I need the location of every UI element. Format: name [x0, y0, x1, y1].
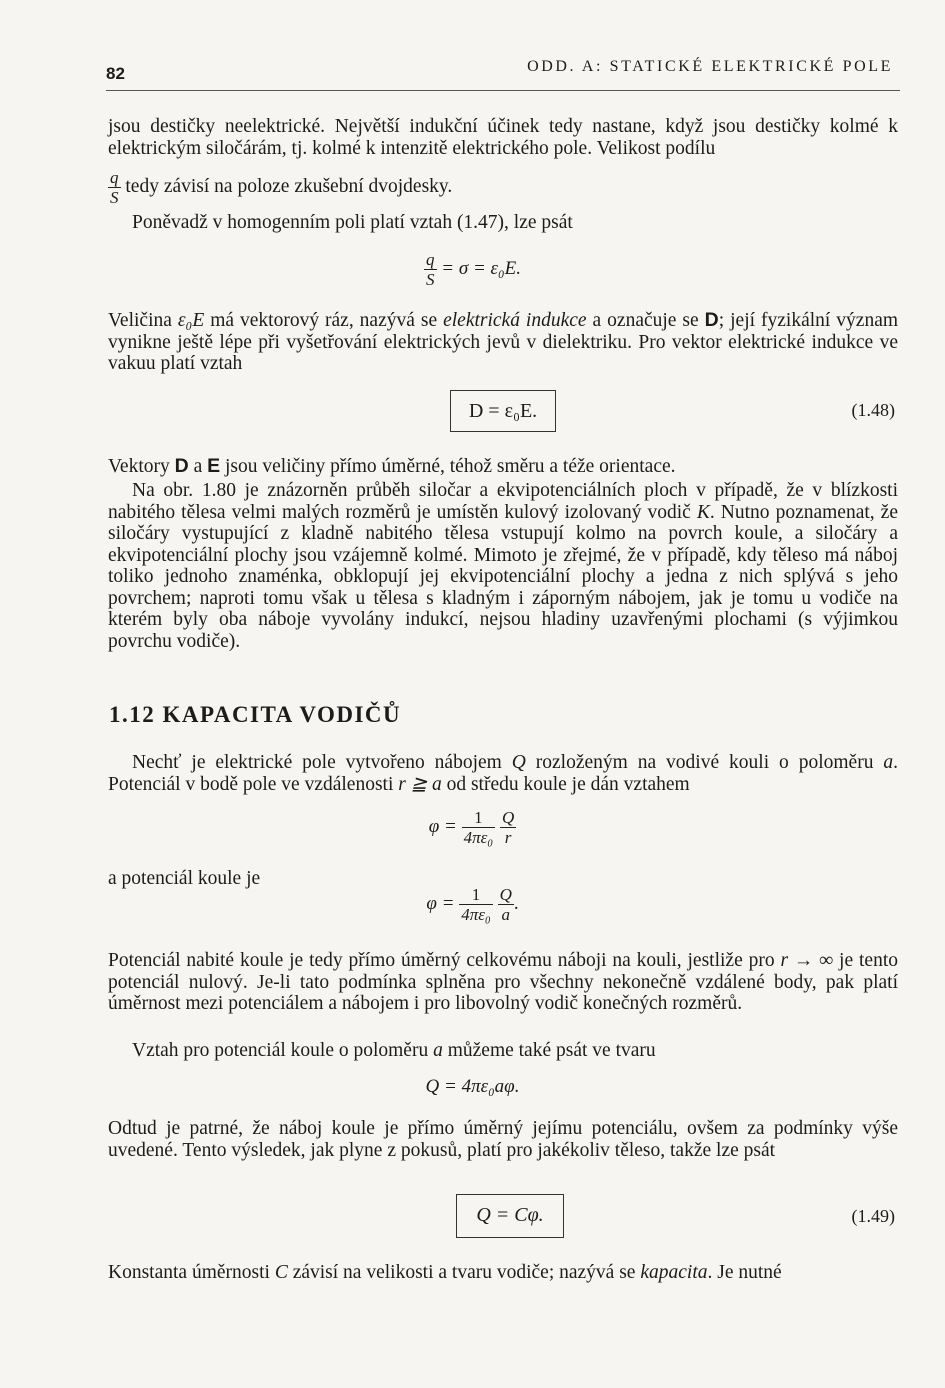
- equation-potential-sphere: φ = $\frac{1}{\text{4πε₀}}$ $\frac{Q}{a}$ .: [426, 885, 519, 924]
- paragraph-9: Vztah pro potenciál koule o poloměru a můžeme také psát ve tvaru: [132, 1040, 656, 1061]
- paragraph-4: Vektory D a E jsou veličiny přímo úměrné, téhož směru a téže orientace.: [108, 455, 676, 477]
- paragraph-3: Veličina ε₀E má vektorový ráz, nazývá se elektrická indukce a označuje se D; její fyzikální význam vynikne ještě lépe při vyšetřování elektrických jevů v dielektriku. Pro vektor elektrické indukce ve vakuu platí vztah: [108, 309, 899, 374]
- equation-1-48-number: (1.48): [851, 400, 895, 420]
- page-number: 82: [106, 64, 125, 83]
- paragraph-8: Potenciál nabité koule je tedy přímo úměrný celkovému náboji na kouli, jestliže pro r → ∞ je tento potenciál nulový. Je-li tato podmínka splněna pro všechny nekonečně vzdálené body, pak platí úměrnost mezi potenciálem a nábojem i pro libovolný vodič konečných rozměrů.: [108, 950, 898, 1014]
- equation-sigma: $\frac{q}{S}$ = σ = ε₀E.: [426, 250, 521, 289]
- section-heading: 1.12 KAPACITA VODIČŮ: [109, 702, 402, 727]
- header-rule: [106, 90, 900, 91]
- paragraph-11: Konstanta úměrnosti C závisí na velikosti a tvaru vodiče; nazývá se kapacita. Je nutné: [108, 1262, 782, 1283]
- paragraph-2: Poněvadž v homogenním poli platí vztah (1.47), lze psát: [132, 212, 573, 233]
- equation-1-49-number: (1.49): [851, 1206, 895, 1226]
- paragraph-6: Nechť je elektrické pole vytvořeno nábojem Q rozloženým na vodivé kouli o poloměru a. Potenciál v bodě pole ve vzdálenosti r ≧ a od středu koule je dán vztahem: [108, 752, 898, 795]
- equation-1-48-box: D = ε₀E.: [450, 390, 556, 432]
- equation-charge-sphere: Q = 4πε₀aφ.: [425, 1076, 520, 1097]
- paragraph-10: Odtud je patrné, že náboj koule je přímo úměrný jejímu potenciálu, ovšem za podmínky výše uvedené. Tento výsledek, jak plyne z pokusů, platí pro jakékoliv těleso, takže lze psát: [108, 1118, 898, 1161]
- equation-potential-point: φ = $\frac{1}{\text{4πε₀}}$ $\frac{Q}{r}$: [428, 808, 515, 847]
- fraction-q-over-s: $\frac{q}{S}$: [110, 168, 119, 207]
- paragraph-1: jsou destičky neelektrické. Největší indukční účinek tedy nastane, když jsou destičky kolmé k elektrickým siločárám, tj. kolmé k intenzitě elektrického pole. Velikost podílu: [108, 116, 898, 159]
- paragraph-5: Na obr. 1.80 je znázorněn průběh siločar a ekvipotenciálních ploch v případě, že v blízkosti nabitého tělesa velmi malých rozměrů je umístěn kulový izolovaný vodič K. Nutno poznamenat, že siločáry vystupující z kladně nabitého tělesa vstupují kolmo na povrch koule, a siločáry a ekvipotenciální plochy jsou vzájemně kolmé. Mimoto je zřejmé, že v případě, kdy těleso má náboj toliko jednoho znaménka, obklopují jej ekvipotenciální plochy a jedna z nich splývá s jeho povrchem; naproti tomu však u tělesa s kladným i záporným nábojem, jak je tomu u vodiče na kterém byly oba náboje vyvolány indukcí, nejsou hladiny uzavřenými plochami (s výjimkou povrchu vodiče).: [108, 480, 898, 652]
- running-head: ODD. A: STATICKÉ ELEKTRICKÉ POLE: [527, 58, 893, 75]
- equation-1-49-box: Q = Cφ.: [456, 1194, 564, 1238]
- paragraph-7: a potenciál koule je: [108, 868, 261, 889]
- paragraph-1-continued: $\frac{q}{S}$ tedy závisí na poloze zkušební dvojdesky.: [110, 168, 453, 207]
